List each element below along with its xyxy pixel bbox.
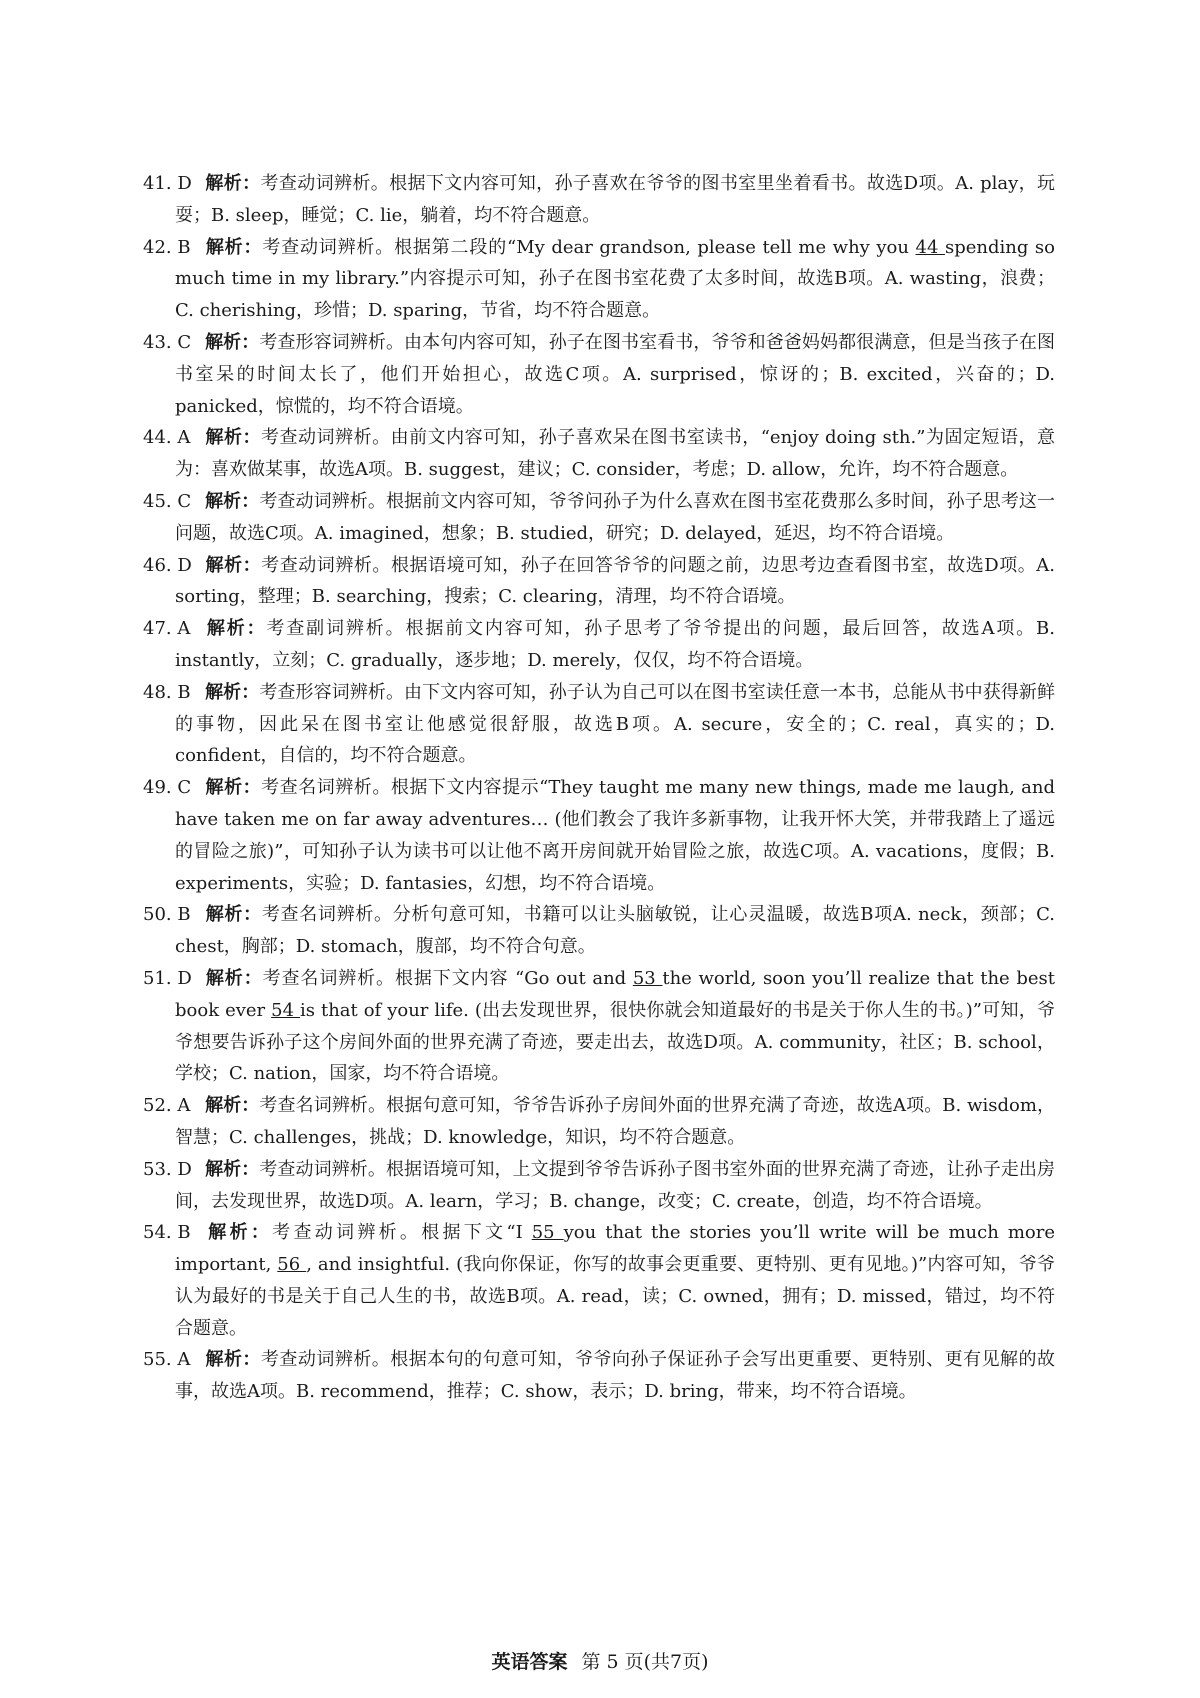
- answer-item: [143, 1217, 1055, 1344]
- answer-number: 49. C: [143, 777, 192, 799]
- answer-explanation: [175, 1095, 1055, 1148]
- explanation-text: 考查名词辨析。根据句意可知，爷爷告诉孙子房间外面的世界充满了奇迹，故选A项。B. wisdom，智慧；C. challenges，挑战；D. knowledge，知识，均不符合题意。: [175, 1095, 1056, 1148]
- analysis-label: 解析：: [205, 331, 260, 353]
- answer-number: 55. A: [143, 1349, 191, 1371]
- answer-item: [143, 1154, 1055, 1218]
- answer-item: [143, 486, 1055, 550]
- explanation-text: spending so much time in my library.”内容提示可知，孙子在图书室花费了太多时间，故选B项。A. wasting，浪费；C. cherishing，珍惜；D. sparing，节省，均不符合题意。: [175, 236, 1056, 322]
- answer-item: [143, 327, 1055, 422]
- blank-number: 56: [277, 1254, 307, 1276]
- explanation-text: , and insightful. (我向你保证，你写的故事会更重要、更特别、更有见地。)”内容可知，爷爷认为最好的书是关于自己人生的书，故选B项。A. read，读；C. owned，拥有；D. missed，错过，均不符合题意。: [175, 1254, 1055, 1339]
- answer-item: [143, 772, 1055, 899]
- explanation-text: 考查名词辨析。根据下文内容提示“They taught me many new things, made me laugh, and have taken me on far away adventures… (他们教会了我许多新事物，让我开怀大笑，并带我踏上了遥远的冒险之旅)”，可知孙子认为读书可以让他不离开房间就开始冒险之旅，故选C项。A. vacations，度假；B. experiments，实验；D. fantasies，幻想，均不符合语境。: [175, 777, 1056, 894]
- page-footer: [0, 1647, 1200, 1674]
- analysis-label: 解析：: [205, 777, 262, 799]
- answer-explanation: [175, 1159, 1055, 1212]
- explanation-text: 考查动词辨析。根据下文内容可知，孙子喜欢在爷爷的图书室里坐着看书。故选D项。A. play，玩耍；B. sleep，睡觉；C. lie，躺着，均不符合题意。: [175, 173, 1055, 226]
- footer-subject: 英语答案: [491, 1651, 568, 1673]
- blank-number: 55: [531, 1222, 564, 1244]
- answer-number: 52. A: [143, 1095, 191, 1117]
- answer-number: 46. D: [143, 554, 192, 576]
- analysis-label: 解析：: [205, 904, 262, 926]
- answer-number: 43. C: [143, 331, 192, 353]
- answer-number: 42. B: [143, 236, 191, 258]
- answer-explanation: [175, 904, 1055, 957]
- explanation-text: 考查形容词辨析。由本句内容可知，孙子在图书室看书，爷爷和爸爸妈妈都很满意，但是当孩子在图书室呆的时间太长了，他们开始担心，故选C项。A. surprised，惊讶的；B. excited，兴奋的；D. panicked，惊慌的，均不符合语境。: [175, 331, 1055, 417]
- answer-explanation: [175, 682, 1055, 767]
- explanation-text: 考查名词辨析。分析句意可知，书籍可以让头脑敏锐，让心灵温暖，故选B项A. neck，颈部；C. chest，胸部；D. stomach，腹部，均不符合句意。: [175, 904, 1055, 958]
- answer-explanations-list: [143, 168, 1055, 1408]
- answer-explanation: [175, 173, 1055, 226]
- answer-number: 45. C: [143, 490, 192, 512]
- answer-item: [143, 1344, 1055, 1408]
- answer-number: 54. B: [143, 1222, 191, 1244]
- answer-explanation: [175, 1349, 1055, 1402]
- answer-explanation: [175, 332, 1055, 417]
- answer-number: 53. D: [143, 1158, 192, 1180]
- answer-number: 41. D: [143, 173, 192, 194]
- answer-explanation: [175, 555, 1055, 608]
- explanation-text: 考查动词辨析。根据下文“I: [272, 1222, 532, 1244]
- explanation-text: you that the stories you’ll write will be much more important,: [175, 1222, 1055, 1276]
- answer-explanation: [175, 237, 1055, 322]
- answer-number: 44. A: [143, 427, 191, 449]
- explanation-text: 考查动词辨析。根据语境可知，上文提到爷爷告诉孙子图书室外面的世界充满了奇迹，让孙子走出房间，去发现世界，故选D项。A. learn，学习；B. change，改变；C. create，创造，均不符合语境。: [175, 1158, 1055, 1212]
- analysis-label: 解析：: [205, 1222, 273, 1244]
- answer-item: [143, 1090, 1055, 1154]
- explanation-text: 考查副词辨析。根据前文内容可知，孙子思考了爷爷提出的问题，最后回答，故选A项。B. instantly，立刻；C. gradually，逐步地；D. merely，仅仅，均不符合语境。: [175, 618, 1055, 671]
- analysis-label: 解析：: [205, 1158, 260, 1180]
- explanation-text: 考查名词辨析。根据下文内容 “Go out and: [262, 967, 633, 989]
- analysis-label: 解析：: [205, 618, 267, 640]
- analysis-label: 解析：: [205, 1095, 260, 1117]
- answer-explanation: [175, 491, 1055, 544]
- answer-item: [143, 550, 1055, 614]
- answer-explanation: [175, 777, 1055, 893]
- explanation-text: the world, soon you’ll realize that the best book ever: [175, 967, 1055, 1021]
- analysis-label: 解析：: [205, 490, 260, 512]
- explanation-text: 考查动词辨析。根据语境可知，孙子在回答爷爷的问题之前，边思考边查看图书室，故选D项。A. sorting，整理；B. searching，搜索；C. clearing，清理，均不符合语境。: [175, 554, 1056, 608]
- answer-explanation: [175, 968, 1055, 1084]
- blank-number: 53: [632, 967, 663, 989]
- footer-page-number: 第 5 页(共7页): [581, 1651, 709, 1673]
- answer-explanation: [175, 1222, 1055, 1338]
- analysis-label: 解析：: [205, 236, 263, 258]
- explanation-text: 考查动词辨析。根据本句的句意可知，爷爷向孙子保证孙子会写出更重要、更特别、更有见解的故事，故选A项。B. recommend，推荐；C. show，表示；D. bring，带来，均不符合语境。: [175, 1349, 1056, 1403]
- answer-item: [143, 232, 1055, 327]
- explanation-text: is that of your life. (出去发现世界，很快你就会知道最好的书是关于你人生的书。)”可知，爷爷想要告诉孙子这个房间外面的世界充满了奇迹，要走出去，故选D项。A. community，社区；B. school，学校；C. nation，国家，均不符合语境。: [175, 999, 1055, 1085]
- answer-number: 50. B: [143, 904, 191, 926]
- blank-number: 44: [915, 236, 945, 258]
- answer-item: [143, 613, 1055, 677]
- answer-item: [143, 422, 1055, 486]
- analysis-label: 解析：: [205, 967, 263, 989]
- explanation-text: 考查动词辨析。由前文内容可知，孙子喜欢呆在图书室读书，“enjoy doing sth.”为固定短语，意为：喜欢做某事，故选A项。B. suggest，建议；C. consider，考虑；D. allow，允许，均不符合题意。: [175, 427, 1055, 481]
- answer-number: 48. B: [143, 681, 191, 703]
- answer-item: [143, 168, 1055, 232]
- analysis-label: 解析：: [205, 173, 261, 194]
- answer-number: 47. A: [143, 618, 191, 640]
- explanation-text: 考查动词辨析。根据前文内容可知，爷爷问孙子为什么喜欢在图书室花费那么多时间，孙子思考这一问题，故选C项。A. imagined，想象；B. studied，研究；D. delayed，延迟，均不符合语境。: [175, 490, 1055, 544]
- answer-item: [143, 899, 1055, 963]
- blank-number: 54: [271, 999, 300, 1021]
- analysis-label: 解析：: [205, 681, 260, 703]
- answer-number: 51. D: [143, 967, 192, 989]
- analysis-label: 解析：: [205, 1349, 261, 1371]
- answer-explanation: [175, 618, 1055, 671]
- answer-item: [143, 677, 1055, 772]
- explanation-text: 考查形容词辨析。由下文内容可知，孙子认为自己可以在图书室读任意一本书，总能从书中获得新鲜的事物，因此呆在图书室让他感觉很舒服，故选B项。A. secure，安全的；C. real，真实的；D. confident，自信的，均不符合题意。: [175, 681, 1055, 767]
- answer-explanation: [175, 427, 1055, 480]
- answer-item: [143, 963, 1055, 1090]
- analysis-label: 解析：: [205, 427, 262, 449]
- explanation-text: 考查动词辨析。根据第二段的“My dear grandson, please tell me why you: [262, 236, 916, 258]
- analysis-label: 解析：: [205, 554, 262, 576]
